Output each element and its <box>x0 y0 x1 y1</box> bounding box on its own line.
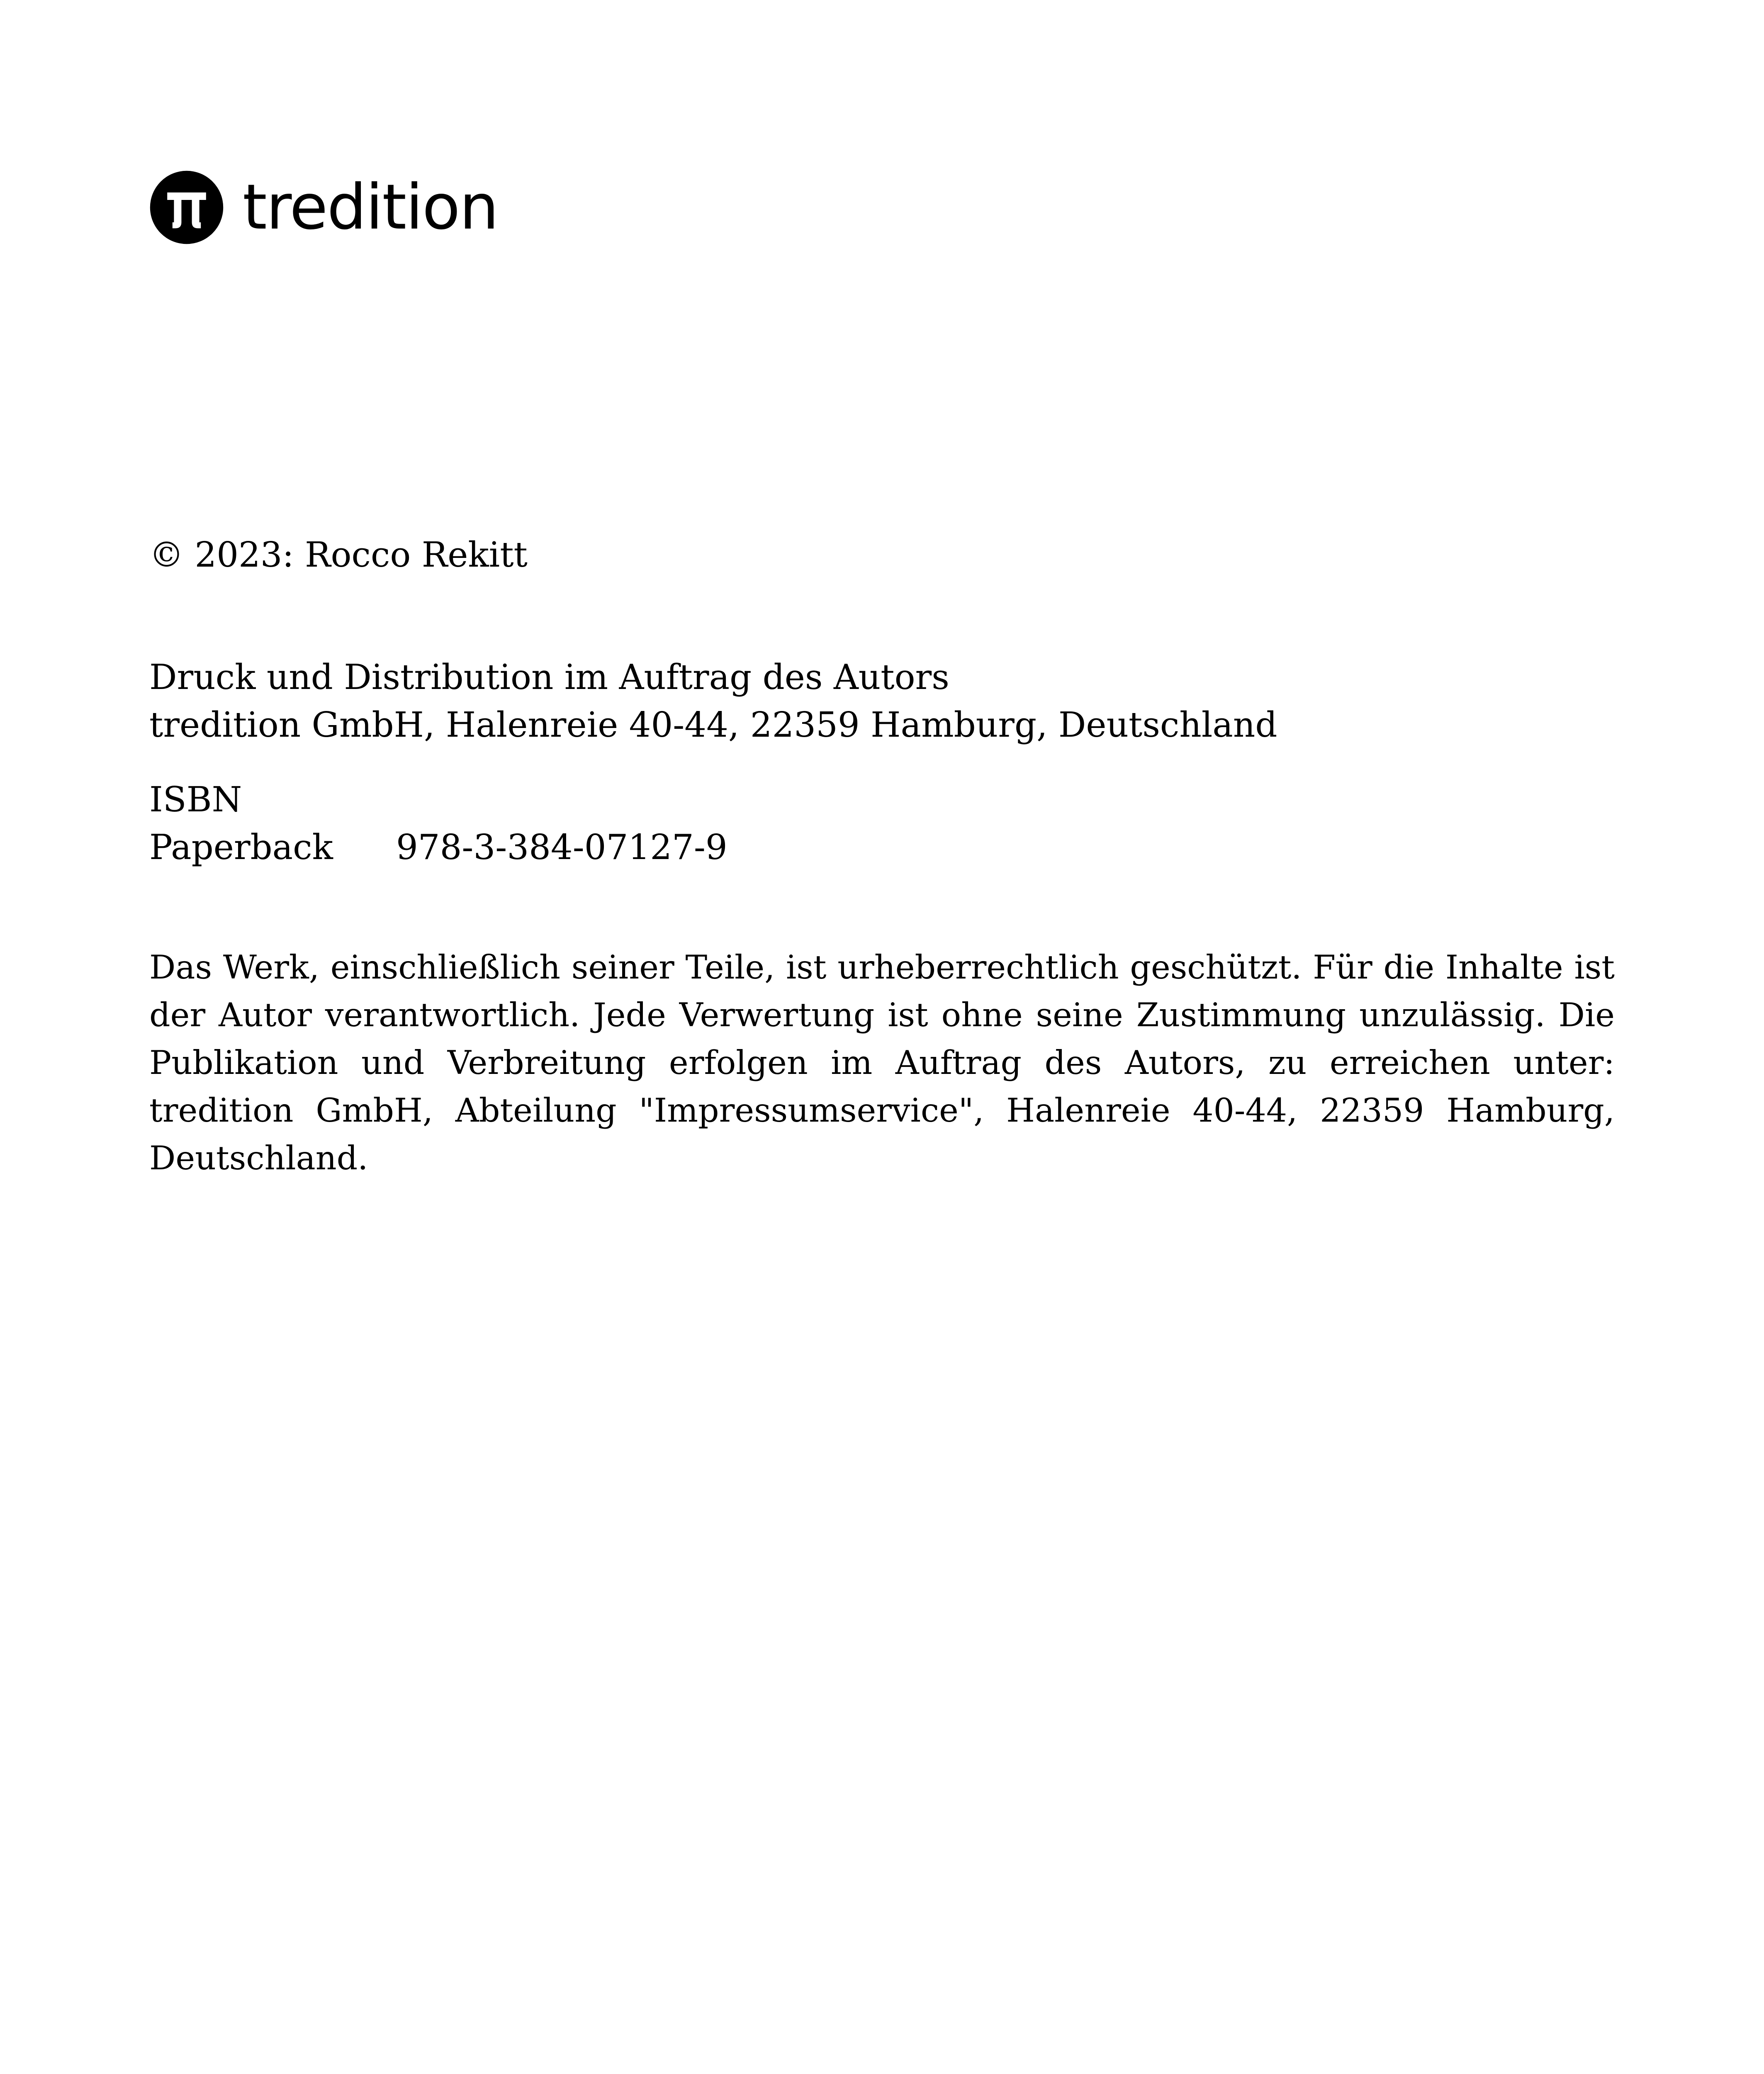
publisher-address: tredition GmbH, Halenreie 40-44, 22359 Hamburg, Deutschland <box>149 705 1277 745</box>
isbn-row <box>149 823 1615 871</box>
distribution-line: Druck und Distribution im Auftrag des Autors <box>149 657 949 697</box>
tredition-logo-wordmark: tredition <box>243 171 498 243</box>
isbn-info <box>149 776 1615 871</box>
tredition-t-logo-icon <box>149 170 224 245</box>
isbn-label: ISBN <box>149 779 242 820</box>
distribution-info <box>149 653 1615 749</box>
isbn-format: Paperback <box>149 827 333 867</box>
tredition-logo <box>149 168 498 247</box>
copyright-notice: © 2023: Rocco Rekitt <box>149 535 528 575</box>
isbn-number: 978-3-384-07127-9 <box>396 827 727 867</box>
legal-notice: Das Werk, einschließlich seiner Teile, ist urheberrechtlich geschützt. Für die Inhalte ist der Autor verantwortlich. Jede Verwertung ist ohne seine Zustimmung unzulässig. Die Publikation und Verbreitung erfolgen im Auftrag des Autors, zu erreichen unter: tredition GmbH, Abteilung "Impressumservice", Halenreie 40-44, 22359 Hamburg, Deutschland. <box>149 948 1615 1177</box>
